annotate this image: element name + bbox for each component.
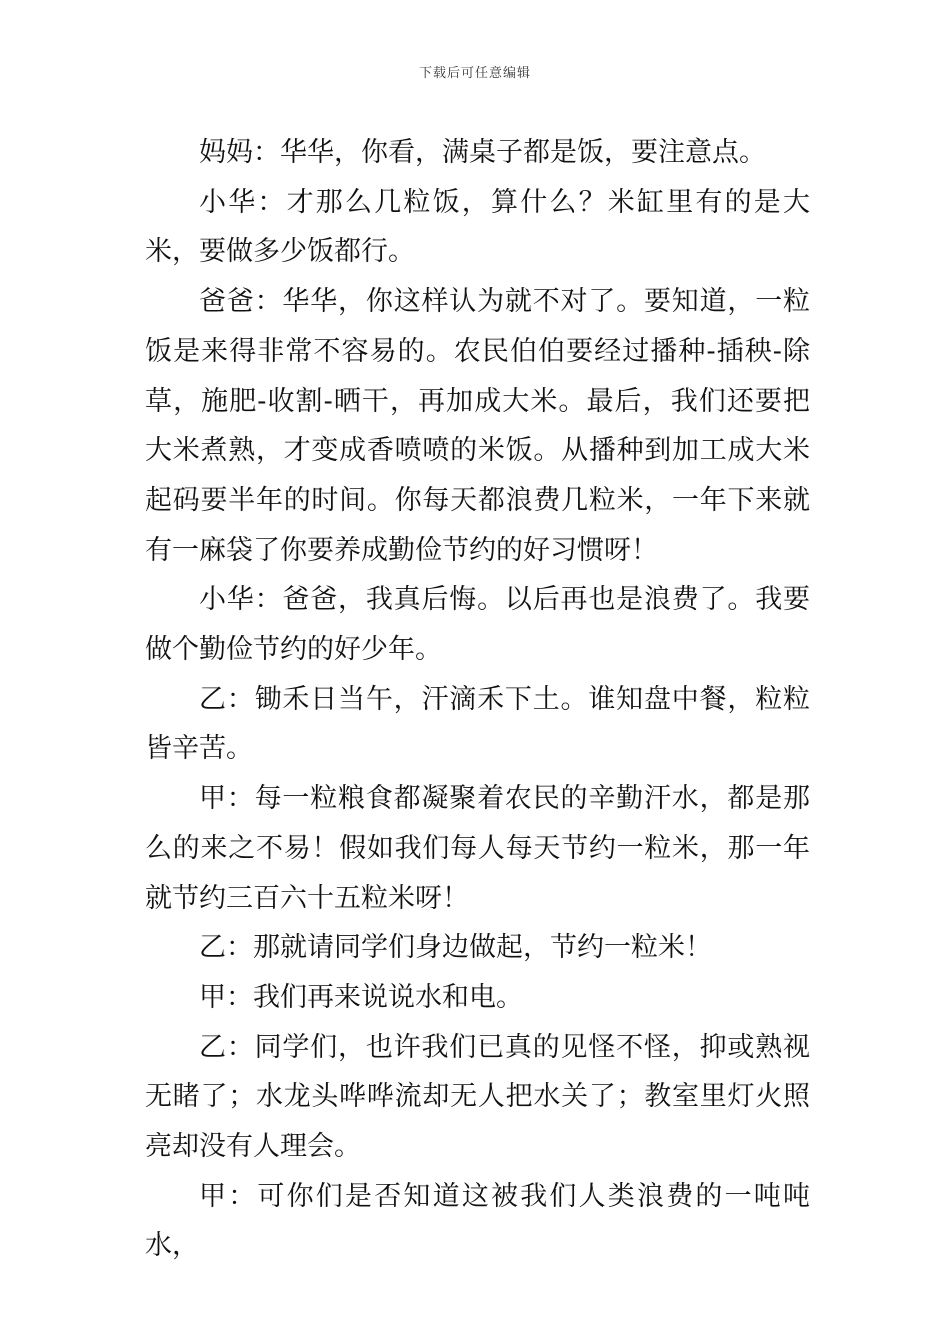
paragraph: 甲：可你们是否知道这被我们人类浪费的一吨吨水，: [145, 1180, 810, 1262]
page-header: 下载后可任意编辑: [418, 66, 531, 81]
paragraph: 妈妈：华华，你看，满桌子都是饭，要注意点。: [199, 137, 766, 168]
document-body: [145, 128, 810, 1271]
paragraph: 小华：爸爸，我真后悔。以后再也是浪费了。我要做个勤俭节约的好少年。: [145, 584, 810, 666]
paragraph: 甲：我们再来说说水和电。: [199, 981, 523, 1013]
paragraph: 小华：才那么几粒饭，算什么？米缸里有的是大米，要做多少饭都行。: [145, 186, 810, 268]
paragraph: 乙：同学们，也许我们已真的见怪不怪，抑或熟视无睹了；水龙头哗哗流却无人把水关了；教室里灯火照亮却没有人理会。: [145, 1031, 810, 1163]
paragraph: 爸爸：华华，你这样认为就不对了。要知道，一粒饭是来得非常不容易的。农民伯伯要经过播种-插秧-除草，施肥-收割-晒干，再加成大米。最后，我们还要把大米煮熟，才变成香喷喷的米饭。从播种到加工成大米起码要半年的时间。你每天都浪费几粒米，一年下来就有一麻袋了你要养成勤俭节约的好习惯呀！: [145, 286, 810, 566]
paragraph: 乙：锄禾日当午，汗滴禾下土。谁知盘中餐，粒粒皆辛苦。: [145, 683, 810, 765]
paragraph: 甲：每一粒粮食都凝聚着农民的辛勤汗水，都是那么的来之不易！假如我们每人每天节约一粒米，那一年就节约三百六十五粒米呀！: [145, 783, 810, 914]
paragraph: 乙：那就请同学们身边做起，节约一粒米！: [199, 932, 712, 964]
